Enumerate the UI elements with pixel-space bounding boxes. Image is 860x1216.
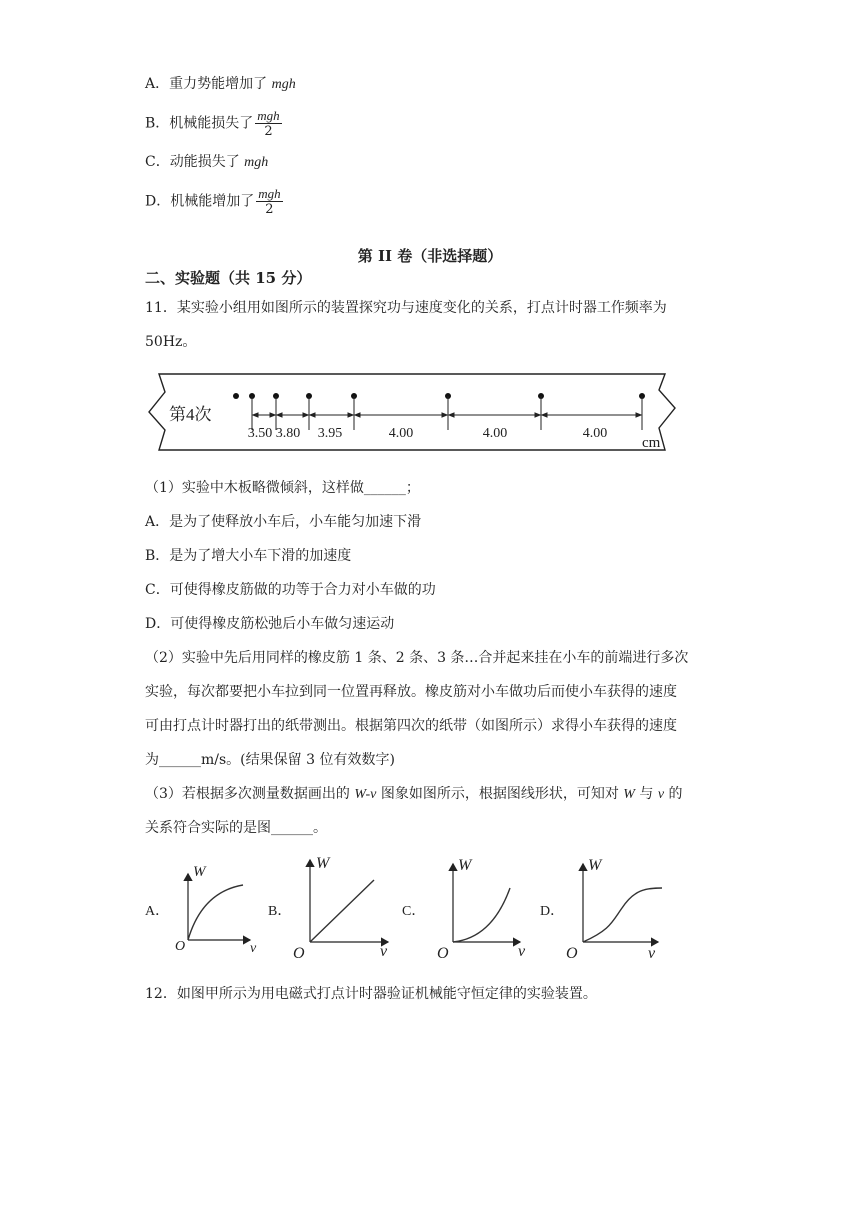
tape-segment-label: 3.95 xyxy=(317,426,343,441)
tape-segment-label: 4.00 xyxy=(482,426,508,441)
tape-segment-label: 4.00 xyxy=(582,426,608,441)
tape-arrows xyxy=(253,413,641,417)
q10-option-b: B．机械能损失了 $\frac{\text{mgh}}{2}$ xyxy=(145,108,280,139)
tape-dots xyxy=(233,393,645,399)
tape-segment-label: 3.80 xyxy=(275,426,301,441)
graph-c-letter: C． xyxy=(402,904,426,919)
q10-option-c: C．动能损失了 mgh xyxy=(145,154,269,170)
tape-dot xyxy=(233,393,239,399)
fraction: $\frac{\text{mgh}}{2}$ xyxy=(257,108,280,139)
section-heading: 二、实验题（共 15 分） xyxy=(145,269,312,287)
graph-d-x-label: v xyxy=(648,945,656,962)
q10-option-d: D．机械能增加了 $\frac{\text{mgh}}{2}$ xyxy=(145,186,281,217)
graph-c-y-label: W xyxy=(458,857,472,874)
q11-sub2-line3: 可由打点计时器打出的纸带测出。根据第四次的纸带（如图所示）求得小车获得的速度 xyxy=(145,718,677,734)
q11-stem-line1: 11．某实验小组用如图所示的装置探究功与速度变化的关系，打点计时器工作频率为 xyxy=(145,300,667,316)
graph-d-y-label: W xyxy=(588,857,602,874)
graph-c-origin: O xyxy=(437,945,449,962)
wv-graph-choices xyxy=(140,852,680,967)
q11-sub2-line2: 实验，每次都要把小车拉到同一位置再释放。橡皮筋对小车做功后而使小车获得的速度 xyxy=(145,684,677,700)
q10-option-a: A．重力势能增加了 mgh xyxy=(145,76,296,92)
q11-sub2-line4: 为______m/s。(结果保留 3 位有效数字) xyxy=(145,752,395,768)
graph-b-y-label: W xyxy=(316,855,330,872)
tape-segment-label: 4.00 xyxy=(388,426,414,441)
graph-b-origin: O xyxy=(293,945,305,962)
paper-tape-figure xyxy=(145,368,685,456)
graph-b-curve xyxy=(310,880,374,942)
graph-a-origin: O xyxy=(175,939,186,954)
q11-sub1-option-a: A．是为了使释放小车后，小车能匀加速下滑 xyxy=(145,514,422,530)
q11-sub1: （1）实验中木板略微倾斜，这样做______； xyxy=(145,480,420,496)
tape-label: 第4次 xyxy=(169,405,212,424)
graph-c-curve xyxy=(453,888,510,942)
graph-b-x-label: v xyxy=(380,943,388,960)
fraction: $\frac{\text{mgh}}{2}$ xyxy=(258,186,281,217)
q11-sub1-option-d: D．可使得橡皮筋松弛后小车做匀速运动 xyxy=(145,616,395,632)
graph-d-origin: O xyxy=(566,945,578,962)
q11-sub2-line1: （2）实验中先后用同样的橡皮筋 1 条、2 条、3 条…合并起来挂在小车的前端进行多次 xyxy=(145,650,689,666)
graph-a xyxy=(145,864,257,956)
graph-b-letter: B． xyxy=(268,904,292,919)
graph-d xyxy=(540,857,662,962)
tape-ticks xyxy=(252,396,642,430)
graph-a-y-label: W xyxy=(193,864,206,880)
section-title: 第 II 卷（非选择题） xyxy=(357,247,503,265)
graph-b xyxy=(268,855,388,962)
q11-sub1-option-b: B．是为了增大小车下滑的加速度 xyxy=(145,548,352,564)
graph-c-x-label: v xyxy=(518,943,526,960)
tape-unit: cm xyxy=(642,435,661,451)
q11-sub3-line1: （3）若根据多次测量数据画出的 W-v 图象如图所示，根据图线形状，可知对 W 与 v 的 xyxy=(145,786,683,802)
q11-stem-line2: 50Hz。 xyxy=(145,334,197,350)
q11-sub1-option-c: C．可使得橡皮筋做的功等于合力对小车做的功 xyxy=(145,582,436,598)
graph-a-letter: A． xyxy=(145,904,170,919)
q12-stem: 12．如图甲所示为用电磁式打点计时器验证机械能守恒定律的实验装置。 xyxy=(145,986,597,1002)
graph-a-x-label: v xyxy=(250,941,257,956)
graph-d-curve xyxy=(583,888,662,942)
graph-c xyxy=(402,857,526,962)
q11-sub3-line2: 关系符合实际的是图______。 xyxy=(145,820,327,836)
graph-d-letter: D． xyxy=(540,904,565,919)
tape-segment-label: 3.50 xyxy=(247,426,273,441)
graph-a-curve xyxy=(188,885,243,940)
